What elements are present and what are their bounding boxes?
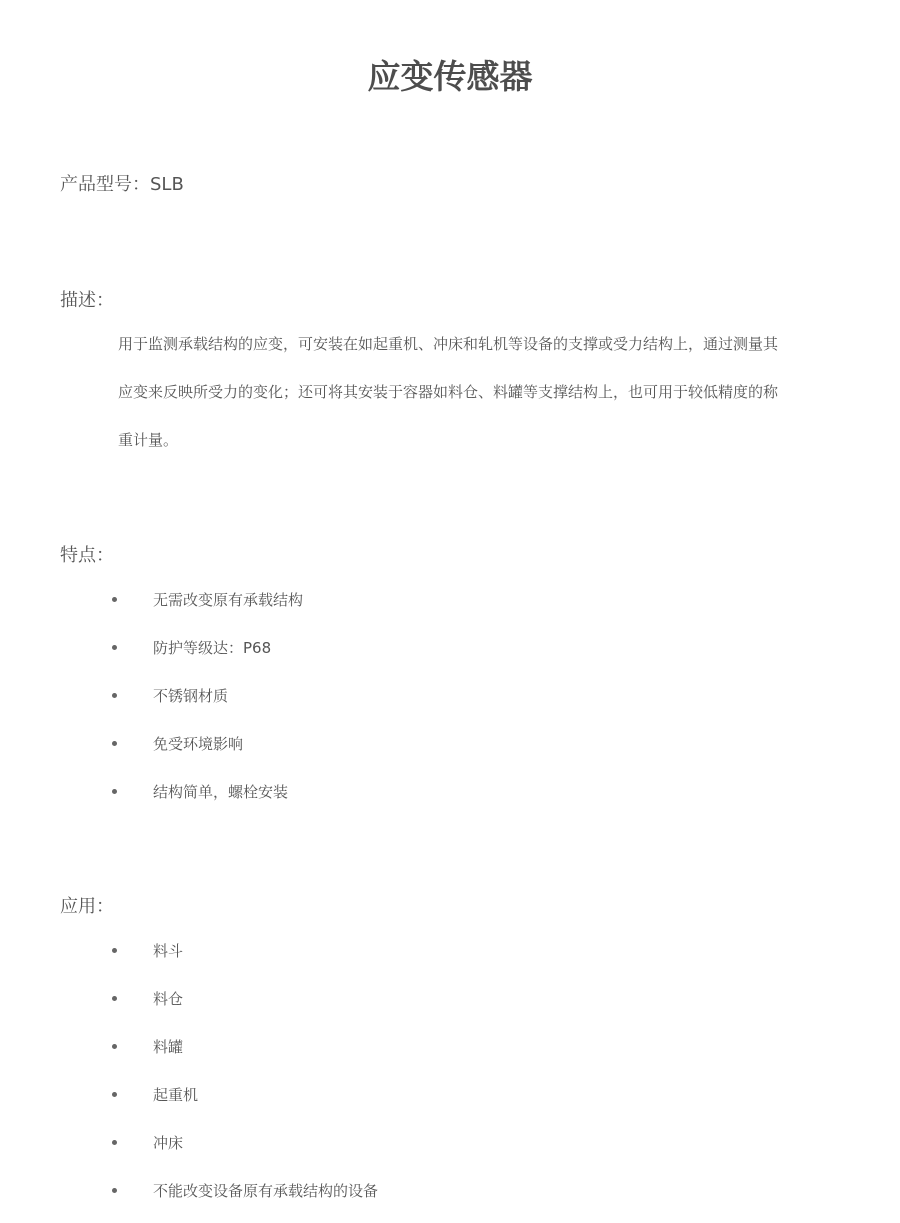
application-item-text: 料仓 bbox=[153, 990, 184, 1008]
bullet-dot-icon bbox=[112, 1092, 117, 1097]
features-heading: 特点： bbox=[60, 545, 114, 566]
feature-item-text: 无需改变原有承载结构 bbox=[153, 591, 304, 609]
bullet-dot-icon bbox=[112, 645, 117, 650]
bullet-dot-icon bbox=[112, 597, 117, 602]
feature-item-text: 防护等级达：P68 bbox=[153, 639, 272, 657]
application-item bbox=[110, 1023, 378, 1071]
feature-item bbox=[110, 624, 303, 672]
product-model bbox=[60, 171, 184, 199]
application-item-text: 料罐 bbox=[153, 1038, 184, 1056]
feature-item-text: 不锈钢材质 bbox=[153, 687, 229, 705]
feature-item bbox=[110, 672, 303, 720]
applications-list bbox=[110, 927, 378, 1215]
bullet-dot-icon bbox=[112, 948, 117, 953]
description-heading: 描述： bbox=[60, 290, 114, 311]
page-title: 应变传感器 bbox=[367, 57, 533, 96]
application-item bbox=[110, 1119, 378, 1167]
bullet-dot-icon bbox=[112, 741, 117, 746]
feature-item-text: 免受环境影响 bbox=[153, 735, 244, 753]
feature-item bbox=[110, 576, 303, 624]
application-item bbox=[110, 927, 378, 975]
application-item bbox=[110, 1167, 378, 1215]
product-model-label: 产品型号： bbox=[60, 174, 150, 195]
bullet-dot-icon bbox=[112, 789, 117, 794]
application-item bbox=[110, 975, 378, 1023]
product-model-value: SLB bbox=[150, 174, 184, 195]
application-item-text: 料斗 bbox=[153, 942, 184, 960]
applications-heading: 应用： bbox=[60, 896, 114, 917]
bullet-dot-icon bbox=[112, 1044, 117, 1049]
application-item-text: 不能改变设备原有承载结构的设备 bbox=[153, 1182, 379, 1200]
feature-item-text: 结构简单，螺栓安装 bbox=[153, 783, 289, 801]
bullet-dot-icon bbox=[112, 1188, 117, 1193]
application-item-text: 起重机 bbox=[153, 1086, 199, 1104]
description-text: 用于监测承载结构的应变，可安装在如起重机、冲床和轧机等设备的支撑或受力结构上，通过测量其应变来反映所受力的变化；还可将其安装于容器如料仓、料罐等支撑结构上，也可用于较低精度的称重计量。 bbox=[118, 335, 779, 449]
feature-item bbox=[110, 768, 303, 816]
application-item bbox=[110, 1071, 378, 1119]
features-list bbox=[110, 576, 303, 816]
bullet-dot-icon bbox=[112, 693, 117, 698]
bullet-dot-icon bbox=[112, 1140, 117, 1145]
application-item-text: 冲床 bbox=[153, 1134, 184, 1152]
bullet-dot-icon bbox=[112, 996, 117, 1001]
feature-item bbox=[110, 720, 303, 768]
